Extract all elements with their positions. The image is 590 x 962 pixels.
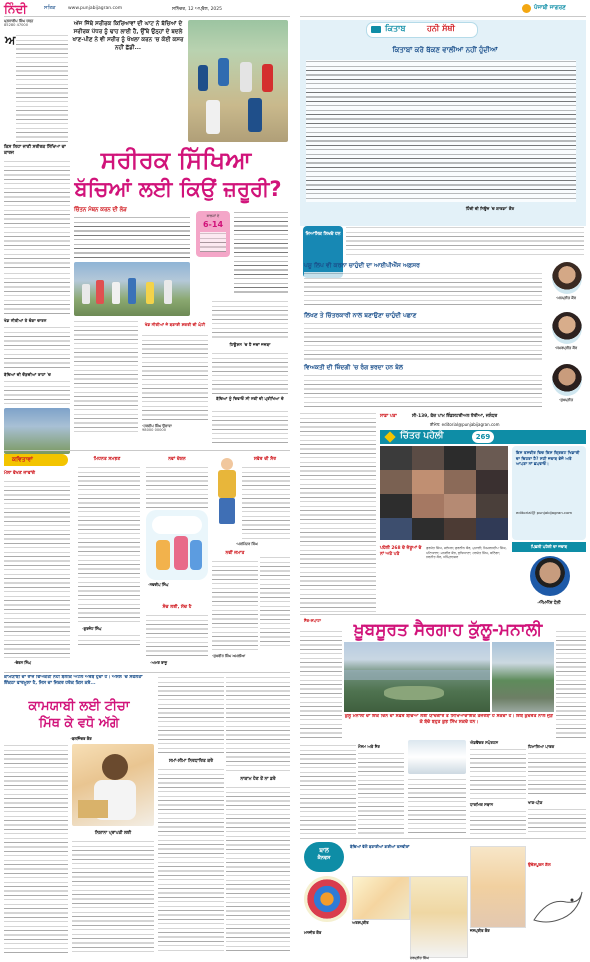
success-text-e (226, 676, 290, 774)
q2-photo (552, 312, 582, 344)
puzzle-number: 269 (472, 431, 494, 443)
col-text-g (212, 352, 288, 394)
col-text-d (74, 320, 138, 436)
poem6-title: ਸੋਚ ਲਈ, ਸੱਚ ਹੈ (162, 605, 192, 610)
success-title-line1: ਕਾਮਯਾਬੀ ਲਈ ਟੀਚਾ (28, 699, 130, 714)
issue-date: ਸਨਿੱਚਰ, 12 ਅਪ੍ਰੈਲ, 2025 (172, 7, 223, 12)
main-title-line2: ਬੱਚਿਆਂ ਲਈ ਕਿਉਂ ਜ਼ਰੂਰੀ? (74, 177, 282, 201)
book-icon (371, 26, 381, 33)
q2-title: ਲਿਖਣ ਤੇ ਚਿੱਤਰਕਾਰੀ ਨਾਲ ਬਣਾਉਣਾ ਚਾਹੁੰਦੀ ਪਛਾਣ (304, 312, 417, 319)
poem4-author: -ਪਰਮਿੰਦਰ ਸਿੰਘ (236, 542, 258, 546)
poem2-note (78, 634, 140, 648)
address-email[interactable]: ਈਮੇਲ: editorial@punjabijagran.com (430, 422, 500, 427)
q1-photo (552, 262, 582, 294)
subhead-shakti: ਖੇਡ ਨੀਤੀਆਂ ਜੇ ਬਣਾਈ ਸ਼ਕਤੀ ਦੀ ਘੰਟੀ (144, 322, 206, 327)
travel-subhead-5: ਖਾਣ-ਪੀਣ (528, 800, 543, 805)
poem2-author: -ਗੁਰਜੰਟ ਸਿੰਘ (82, 626, 102, 631)
q1-text (304, 272, 542, 308)
dropcap-letter: ਅ (5, 33, 16, 47)
poem5-author: -ਸੁਖਵੀਰ ਸਿੰਘ ਅਮਲੀਆ (212, 654, 246, 658)
art1-drawing (304, 876, 350, 922)
snow-photo (408, 740, 466, 774)
author-contact (4, 19, 54, 31)
books-byline: ਹਿੰਦੀ ਦੀ ਨਿਊਜ਼ 'ਚ ਗਾਰਡਾ' ਕੌਰ (465, 206, 515, 211)
kids-running-photo (188, 20, 288, 142)
art4-drawing (470, 846, 526, 928)
success-subhead-4: ਨਾਕਾਮ ਹੋਣ ਤੋਂ ਨਾ ਡਰੋ (240, 777, 276, 782)
right-masthead-rule (300, 16, 586, 17)
travel-col-5 (470, 810, 526, 834)
bal-banner (304, 842, 344, 872)
puzzle-email[interactable]: editorial@ punjabijagran.com (516, 510, 573, 515)
books-text (306, 60, 576, 202)
art4-name: ਜਸਪ੍ਰੀਤ ਕੌਰ (470, 928, 490, 933)
subhead-khed: ਖੇਡ ਨੀਤੀਆਂ ਤੇ ਚੰਗਾ ਚਾਰਨ (4, 318, 47, 323)
chintan-text (74, 216, 190, 260)
travel-title: ਖ਼ੂਬਸੂਰਤ ਸੈਰਗਾਹ ਕੁੱਲੂ-ਮਨਾਲੀ (353, 620, 543, 640)
poem2-title: ਮਿਹਨਤ ਸਮਝਣ (93, 457, 121, 462)
q2-name: -ਸਮਰਪ੍ਰੀਤ ਕੌਰ (554, 346, 578, 350)
main-title-line1: ਸਰੀਰਕ ਸਿੱਖਿਆ (100, 146, 252, 174)
right-brand[interactable]: ਪੰਜਾਬੀ ਜਾਗਰਣ (534, 5, 566, 11)
poem6-text (146, 614, 208, 658)
travel-col-6 (528, 752, 586, 796)
address-strip (380, 412, 586, 422)
bal-title: ਬਾਲ (319, 847, 329, 854)
q3-name: -ਸੁਖਪ੍ਰੀਤ (558, 398, 574, 402)
byline-phone: 98000 00000 (142, 428, 167, 432)
kids-logo[interactable]: ਨਿੰਦੀ (4, 2, 27, 16)
subhead-bacheyan: ਬੱਚਿਆਂ ਦੀ ਦੌੜਦੀਆਂ ਰਾਹਾਂ 'ਚ (4, 372, 51, 377)
success-rule (4, 672, 290, 673)
puzzle-banner (380, 430, 586, 444)
success-text-a (4, 744, 68, 954)
travel-col-1 (300, 744, 356, 834)
q1-title: ਪਸ਼ੂ ਲਿਪ ਵੀ ਕਰਨਾ ਚਾਹੁੰਦੀ ਦਾ ਆਈਪੀਐੱਸ ਅਫ਼ਸਰ (304, 262, 420, 269)
poem1-text (4, 480, 70, 658)
poem5-title: ਨਵੀਂ ਜਮਾਤ (225, 551, 245, 556)
address-value: ਸੀ-139, ਫੇਜ਼ ਪਾਮ ਇੰਡਸਟਰੀਅਲ ਏਰੀਆ, ਜਲੰਧਰ (412, 414, 498, 419)
travel-subhead-3: ਹਿਮਾਲਿਆ ਪਾਰਕ (528, 744, 555, 749)
travel-subhead-1: ਮੌਸਮ ਅਤੇ ਸੈਰ (358, 744, 380, 749)
writers-badge (303, 226, 343, 278)
col-text-f (212, 300, 288, 340)
side-text-1 (4, 160, 70, 270)
col-text-a (4, 272, 70, 316)
masthead-rule (4, 16, 290, 17)
subhead-tuition: ਟਿਊਸ਼ਨ 'ਚ ਹੈ ਜਦਾਂ ਜਜ਼ਬਾ (229, 342, 271, 347)
poem3-author: -ਨਵਦੀਪ ਸਿੰਘ (148, 582, 169, 587)
puzzle-icon (384, 431, 395, 442)
q3-title: ਵਿਅਕਤੀ ਦੀ ਜ਼ਿੰਦਗੀ 'ਚ ਰੰਗ ਭਰਦਾ ਹਨ ਬੋਲ (304, 364, 403, 371)
prev-answer-label: ਪਿਛਲੀ ਪਹੇਲੀ ਦਾ ਜਵਾਬ (512, 542, 586, 552)
kids-field-photo (4, 408, 70, 454)
art2-drawing (352, 876, 410, 920)
poem2-text (78, 466, 140, 624)
address-label: ਸਾਡਾ ਪਤਾ (380, 414, 397, 419)
subhead-exam: ਬੱਚਿਆਂ ਨੂੰ ਦਿਵਾਓ ਸੀ ਨਵੀਂ ਦੀ ਪ੍ਰੀਖਿਆ ਦੇ (216, 396, 284, 401)
travel-tag: ਸੈਰ-ਸਪਾਟਾ (304, 618, 321, 623)
travel-col-2 (358, 752, 404, 834)
travel-col-7 (528, 808, 586, 834)
q2-text (304, 322, 542, 360)
right-continuation-text (300, 412, 376, 612)
q1-name: -ਮਨਪ੍ਰੀਤ ਕੌਰ (556, 296, 576, 300)
age-badge-number: 6-14 (202, 220, 224, 229)
age-badge-title: ਬਾਲਕਾਂ ਦੇ (206, 214, 220, 218)
col-text-h (212, 410, 288, 446)
col-text-i (260, 556, 290, 650)
bal-subtitle: ਕੈਨਵਸ (317, 855, 331, 861)
byline-name: -ਹਰਦੀਪ ਸਿੰਘ ਉਚਾਵਾ (142, 424, 172, 428)
poems-banner (4, 454, 68, 466)
left-masthead (4, 2, 290, 16)
kids-illustration (146, 510, 208, 580)
success-intro: ਕਾਮਯਾਬੀ ਦਾ ਰਾਜ ਵਿਅਕਤੀ ਨਹੀਂ ਬਲਕਿ ਅਟੱਲ ਅਰਥ ਹੁੰਦਾ ਹੈ। ਅਸਲ 'ਚ ਸਫਲਤਾ ਇੱਕਠਾ ਫਾਰਮੂਲਾ ਹੈ, ਜਿਸ ਦਾ ਜਿਕਰ ਹਰੇਕ ਕਿਸ ਕਰੇ... (4, 675, 143, 686)
success-subhead-3: ਸਮਾਂ-ਸੀਮਾ ਨਿਰਧਾਰਿਤ ਕਰੋ (169, 759, 213, 764)
winners-head: ਪਹੇਲੀ 268 ਦੇ ਜੇਤੂਆਂ ਦੇ ਨਾਂ ਅਤੇ ਪਤੇ (380, 546, 422, 557)
books-title-2: ਹਨੀ ਸੱਥੀ (427, 24, 455, 33)
poem4-title: ਸਵੇਰ ਦੀ ਸੈਰ (253, 457, 277, 462)
author-name: ਪ੍ਰਸਾਰੀਪ ਸਿੰਘ ਚੜ੍ਹ (4, 19, 34, 23)
q3-text (304, 374, 542, 408)
travel-col-4 (470, 748, 526, 800)
writers-badge-label: ਜਿਆਸਿਕ ਲਿਖਦੇ ਹਨ (305, 232, 341, 237)
prev-answer-photo (530, 556, 570, 596)
art3-name: ਹਰਪ੍ਰੀਤ ਸਿੰਘ (410, 956, 429, 960)
travel-rule (300, 614, 586, 615)
poem1-title: ਮੇਲਾ ਵੇਖਣ ਜਾਵਾਂਗੇ (4, 471, 36, 476)
col-text-c (4, 380, 70, 406)
travel-right-text (556, 630, 586, 740)
books-section (300, 20, 586, 226)
success-byline: -ਬਲਜਿੰਦਰ ਕੌਰ (70, 736, 92, 741)
article-byline (142, 424, 208, 432)
books-subtitle: ਕਿਤਾਬਾਂ ਕਰੋ ਥੱਕਣ ਵਾਲੀਆਂ ਨਹੀਂ ਹੁੰਦੀਆਂ (392, 46, 498, 54)
poem4-text (242, 466, 290, 540)
author-phone: 85280 47000 (4, 23, 29, 27)
travel-subhead-2: ਐਡਵੈਂਚਰ ਸਪੋਰਟਸ (470, 740, 499, 745)
website-link[interactable]: www.punjabijagran.com (68, 6, 123, 11)
brand-at-icon (522, 4, 531, 13)
side-heading-1: ਕਿਸ ਲਿਹਾ ਜਾਣੀ ਸਰੀਰਕ ਸਿੱਖਿਆ ਦਾ ਕਾਰਜ (4, 145, 66, 156)
kids-group-photo (74, 262, 190, 316)
winners-list: ਗੁਰਜੋਤ ਸਿੰਘ, ਜਲੰਧਰ; ਗੁਰਲੀਨ ਕੌਰ, ਮੁਹਾਲੀ; ਸਿਮਰਨਦੀਪ ਸਿੰਘ, ਪਟਿਆਲਾ; ਮਨਵੀਰ ਕੌਰ, ਲੁਧਿਆਣਾ; ਹਰਜੋਤ ਸਿੰਘ, ਬਠਿੰਡਾ; ਨਵਨੀਤ ਕੌਰ, ਅੰਮ੍ਰਿਤਸਰ (426, 546, 507, 560)
success-title-line2: ਮਿੱਥ ਕੇ ਵਧੋ ਅੱਗੇ (39, 716, 119, 731)
bird-sketch-icon (528, 880, 586, 940)
writers-intro (346, 226, 584, 258)
success-subhead-2: ਨਿਸ਼ਾਨਾ ਪ੍ਰਾਪਤੀ ਲਈ (94, 831, 132, 836)
puzzle-image (380, 446, 508, 540)
bal-rule (300, 838, 586, 839)
poem1-author: -ਚੇਤਨ ਸਿੰਘ (14, 660, 31, 665)
kids-logo-sub: ਸਤਿਕ (44, 5, 56, 11)
col-text-b (4, 326, 70, 368)
art3-drawing (410, 876, 468, 958)
travel-left-text (300, 630, 342, 740)
prev-answer-name: -ਐੱਮਐੱਸ ਧੋਨੀ (537, 601, 561, 606)
dilchasp-tag (366, 22, 478, 38)
puzzle-hint-card (512, 446, 586, 540)
books-title-1: ਕਿਤਾਬ (385, 24, 406, 33)
poems-title: ਕਵਿਤਾਵਾਂ (12, 456, 33, 463)
success-text-c (158, 676, 224, 756)
success-text-b (72, 840, 154, 954)
kullu-river-photo (492, 642, 554, 712)
poem6-author: -ਅਮਰ ਰਾਜੂ (150, 660, 167, 665)
poems-rule (4, 450, 290, 451)
kullu-landscape-photo (344, 642, 490, 712)
q3-photo (552, 364, 582, 396)
right-masthead (300, 2, 586, 16)
intro-text (16, 34, 68, 142)
side-quote-head: ਉਦੇਸ਼ਪੂਰਨ ਗੱਲ (528, 862, 551, 867)
studying-child-photo (72, 744, 154, 826)
travel-deck: ਕੁੱਲੂ ਮਨਾਲੀ ਦਾ ਇੱਕ ਦਿਨ ਦਾ ਸਫ਼ਰ ਬੱਚਿਆਂ ਲਈ ਯਾਦਗਾਰ ਤੇ ਸਿੱਖਿਆਦਾਇਕ ਤਜਰਬਾ ਹੋ ਸਕਦਾ ਹੈ। ਇੱਥੇ ਕੁਦਰਤ ਨਾਲ ਜੁੜ ਕੇ ਬੱਚੇ ਬਹੁਤ ਕੁਝ ਸਿੱਖ ਸਕਦੇ ਹਨ। (344, 714, 554, 725)
puzzle-hint: ਇਸ ਤਸਵੀਰ ਵਿਚ ਕਿਸ ਕ੍ਰਿਕਟ ਖਿਡਾਰੀ ਦਾ ਚਿਹਰਾ ਹੈ? ਸਹੀ ਜਵਾਬ ਭੇਜੋ ਅਤੇ ਆਪਣਾ ਨਾਂ ਛਪਵਾਓ। (516, 450, 580, 467)
poem3-title: ਨਵਾਂ ਦੇਸ਼ਨ (168, 457, 186, 462)
bird-drawing (528, 880, 586, 940)
travel-col-3 (408, 778, 466, 834)
poem5-text (212, 560, 258, 650)
puzzle-title: ਚਿੱਤਰ ਪਹੇਲੀ (400, 431, 444, 441)
travel-subhead-4: ਧਾਰਮਿਕ ਸਥਾਨ (470, 802, 494, 807)
age-side-text (234, 211, 288, 295)
intro-quote: ਅੱਜ ਜਿੱਥੇ ਸਰੀਰਕ ਕਿਰਿਆਵਾਂ ਦੀ ਘਾਟ ਨੇ ਬੱਚਿਆਂ ਦੇ ਸਰੀਰਕ ਪੱਧਰ ਨੂੰ ਢਾਹ ਲਾਈ ਹੈ, ਉੱਥੇ ਉਨ੍ਹਾਂ ਦੇ ਬਦਲੇ ਖਾਣ-ਪੀਣ ਨੇ ਵੀ ਸਰੀਰ ਨੂੰ ਖੋਖਲਾ ਕਰਨ 'ਚ ਕੋਈ ਕਸਰ ਨਹੀਂ ਛੱਡੀ... (72, 21, 184, 51)
art2-name: ਮਨਜੀਤ ਕੌਰ (304, 930, 322, 935)
boy-illustration (214, 458, 240, 534)
age-badge (196, 211, 230, 257)
subhead-chintan: ਚਿੰਤਨ ਮੰਥਨ ਕਰਨ ਦੀ ਲੋੜ (74, 207, 127, 213)
success-text-f (226, 786, 290, 954)
poem3-text (146, 466, 208, 508)
bal-intro: ਬੱਚਿਆਂ ਵੱਲੋਂ ਬਣਾਈਆਂ ਗਈਆਂ ਤਸਵੀਰਾਂ (350, 844, 410, 849)
col-text-e (142, 334, 208, 422)
success-text-d (158, 768, 224, 954)
art1-name: ਅਰਸ਼ਪ੍ਰੀਤ (352, 920, 369, 925)
